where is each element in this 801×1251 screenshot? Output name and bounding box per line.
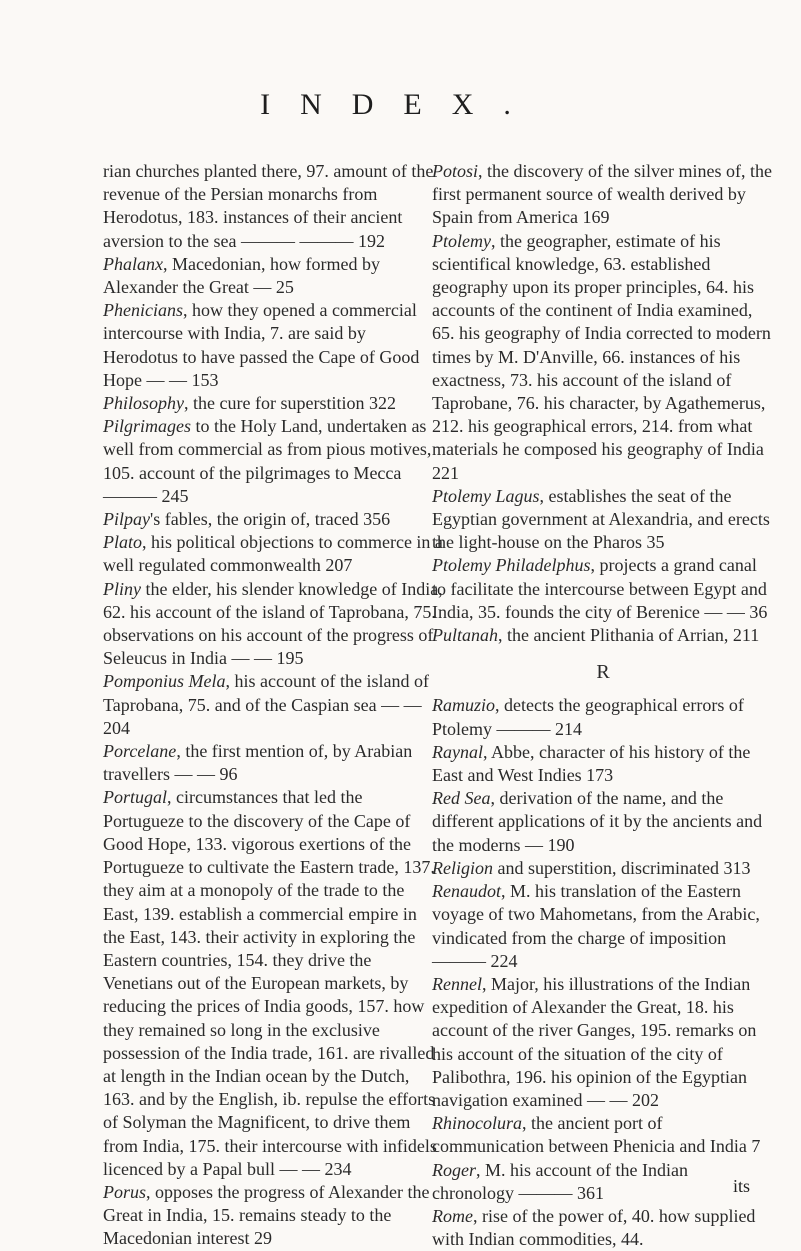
entry-heading: Ramuzio: [432, 695, 495, 716]
entry-text: , opposes the progress of Alexander the Great in India, 15. remains steady to the Macedonian interest 29: [103, 1181, 430, 1249]
entry-heading: Philosophy: [103, 393, 184, 414]
entry-heading: Pilpay: [103, 509, 150, 530]
entry-heading: Rome: [432, 1205, 473, 1226]
index-entry: [432, 857, 774, 880]
index-entry: [432, 694, 774, 740]
index-entry: [432, 230, 774, 485]
entry-text: rian churches planted there, 97. amount of the revenue of the Persian monarchs from Herodotus, 183. instances of their ancient aversion to the sea ——— ——— 192: [103, 161, 434, 251]
entry-heading: Pomponius Mela: [103, 671, 226, 692]
index-entry: [432, 880, 774, 973]
entry-text: , M. his translation of the Eastern voyage of two Mahometans, from the Arabic, vindicated from the charge of imposition ——— 224: [432, 881, 760, 971]
entry-heading: Potosi: [432, 161, 479, 181]
catchword: its: [733, 1176, 751, 1196]
index-entry: [103, 253, 443, 299]
index-entry: [432, 624, 774, 647]
index-entry: [432, 1159, 774, 1205]
index-entry: [103, 1181, 443, 1251]
entry-text: , his political objections to commerce in a well regulated commonwealth 207: [103, 532, 443, 576]
index-entry: [432, 787, 774, 857]
entry-text: the elder, his slender knowledge of India, 62. his account of the island of Taprobana, 75. observations on his account of the progress of Seleucus in India — — 195: [103, 578, 443, 669]
entry-heading: Red Sea: [432, 788, 491, 809]
entry-text: , the first mention of, by Arabian travellers — — 96: [103, 741, 413, 785]
entry-text: , the discovery of the silver mines of, the first permanent source of wealth derived by Spain from America 169: [432, 161, 772, 228]
entry-heading: Pilgrimages: [103, 416, 191, 437]
entry-text: , the ancient Plithania of Arrian, 211: [498, 625, 760, 646]
entry-heading: Porcelane: [103, 741, 177, 762]
entry-heading: Pliny: [103, 578, 141, 599]
entry-heading: Roger: [432, 1159, 476, 1180]
index-entry: [103, 508, 443, 531]
index-entry: [103, 670, 443, 740]
entry-text: to the Holy Land, undertaken as well from commercial as from pious motives, 105. account of the pilgrimages to Mecca ——— 245: [103, 416, 432, 506]
entry-heading: Ptolemy: [432, 230, 491, 251]
index-entry: [103, 578, 443, 671]
entry-text: , detects the geographical errors of Ptolemy ——— 214: [432, 695, 744, 739]
entry-heading: Pultanah: [432, 625, 498, 646]
entry-heading: Porus: [103, 1181, 147, 1202]
left-column: [103, 160, 443, 1251]
section-letter: R: [596, 661, 610, 684]
entry-heading: Rennel: [432, 973, 482, 994]
entry-heading: Religion: [432, 857, 493, 878]
entry-text: , his account of the island of Taprobana, 75. and of the Caspian sea — — 204: [103, 671, 429, 738]
entry-text: , establishes the seat of the Egyptian government at Alexandria, and erects the light-house on the Pharos 35: [432, 485, 770, 553]
entry-heading: Raynal: [432, 741, 483, 762]
index-entry: [103, 160, 443, 253]
entry-text: , projects a grand canal to facilitate the intercourse between Egypt and India, 35. founds the city of Berenice — — 36: [432, 555, 768, 622]
index-entry: [432, 485, 774, 555]
entry-text: , rise of the power of, 40. how supplied with Indian commodities, 44.: [432, 1205, 756, 1250]
index-entry: [432, 1112, 774, 1158]
entry-text: and superstition, discriminated 313: [493, 857, 751, 878]
entry-heading: Ptolemy Lagus: [432, 485, 540, 506]
index-entry: [103, 392, 443, 415]
index-entry: [432, 554, 774, 624]
index-entry: [103, 740, 443, 786]
entry-text: , the geographer, estimate of his scientifical knowledge, 63. established geography upon its proper principles, 64. his accounts of the continent of India examined, 65. his geography of India corrected to modern times by M. D'Anville, 66. instances of his exactness, 73. his account of the island of Taprobane, 76. his character, by Agathemerus, 212. his geographical errors, 214. from what materials he composed his geography of India 221: [432, 230, 771, 483]
entry-text: , the cure for superstition 322: [184, 393, 396, 414]
entry-heading: Renaudot: [432, 881, 501, 902]
entry-heading: Phalanx: [103, 253, 163, 274]
index-entry: [103, 786, 443, 1180]
entry-text: , Macedonian, how formed by Alexander the Great — 25: [103, 253, 380, 298]
index-entry: [103, 415, 443, 508]
entry-text: , Major, his illustrations of the Indian expedition of Alexander the Great, 18. his account of the river Ganges, 195. remarks on his account of the situation of the city of Palibothra, 196. his opinion of the Egyptian navigation examined — — 202: [432, 973, 757, 1110]
index-entry: [103, 531, 443, 577]
entry-heading: Phenicians: [103, 300, 183, 321]
entry-heading: Rhinocolura: [432, 1113, 522, 1134]
entry-text: , the ancient port of communication between Phenicia and India 7: [432, 1113, 761, 1157]
entry-text: 's fables, the origin of, traced 356: [150, 509, 391, 530]
index-entry: [432, 741, 774, 787]
entry-heading: Ptolemy Philadelphus: [432, 555, 591, 576]
entry-text: , derivation of the name, and the different applications of it by the ancients and the moderns — 190: [432, 788, 763, 855]
index-entry: [103, 299, 443, 392]
index-entry: [432, 973, 774, 1112]
index-entry: [432, 1205, 774, 1251]
entry-text: , how they opened a commercial intercourse with India, 7. are said by Herodotus to have passed the Cape of Good Hope — — 153: [103, 300, 420, 390]
entry-heading: Plato: [103, 532, 142, 553]
entry-heading: Portugal: [103, 787, 168, 808]
page-header: INDEX.: [260, 88, 541, 121]
right-column: [432, 160, 774, 1251]
entry-text: , M. his account of the Indian chronology ——— 361: [432, 1159, 688, 1203]
entry-text: , circumstances that led the Portugueze to the discovery of the Cape of Good Hope, 133. vigorous exertions of the Portugueze to cultivate the Eastern trade, 137. they aim at a monopoly of the trade to the East, 139. establish a commercial empire in the East, 143. their activity in exploring the Eastern countries, 154. they drive the Venetians out of the European markets, by reducing the prices of India goods, 157. how they remained so long in the exclusive possession of the India trade, 161. are rivalled at length in the Indian ocean by the Dutch, 163. and by the English, ib. repulse the efforts of Solyman the Magnificent, to drive them from India, 175. their intercourse with infidels licenced by a Papal bull — — 234: [103, 787, 437, 1179]
index-entry: [432, 160, 774, 230]
entry-text: , Abbe, character of his history of the East and West Indies 173: [432, 741, 751, 786]
